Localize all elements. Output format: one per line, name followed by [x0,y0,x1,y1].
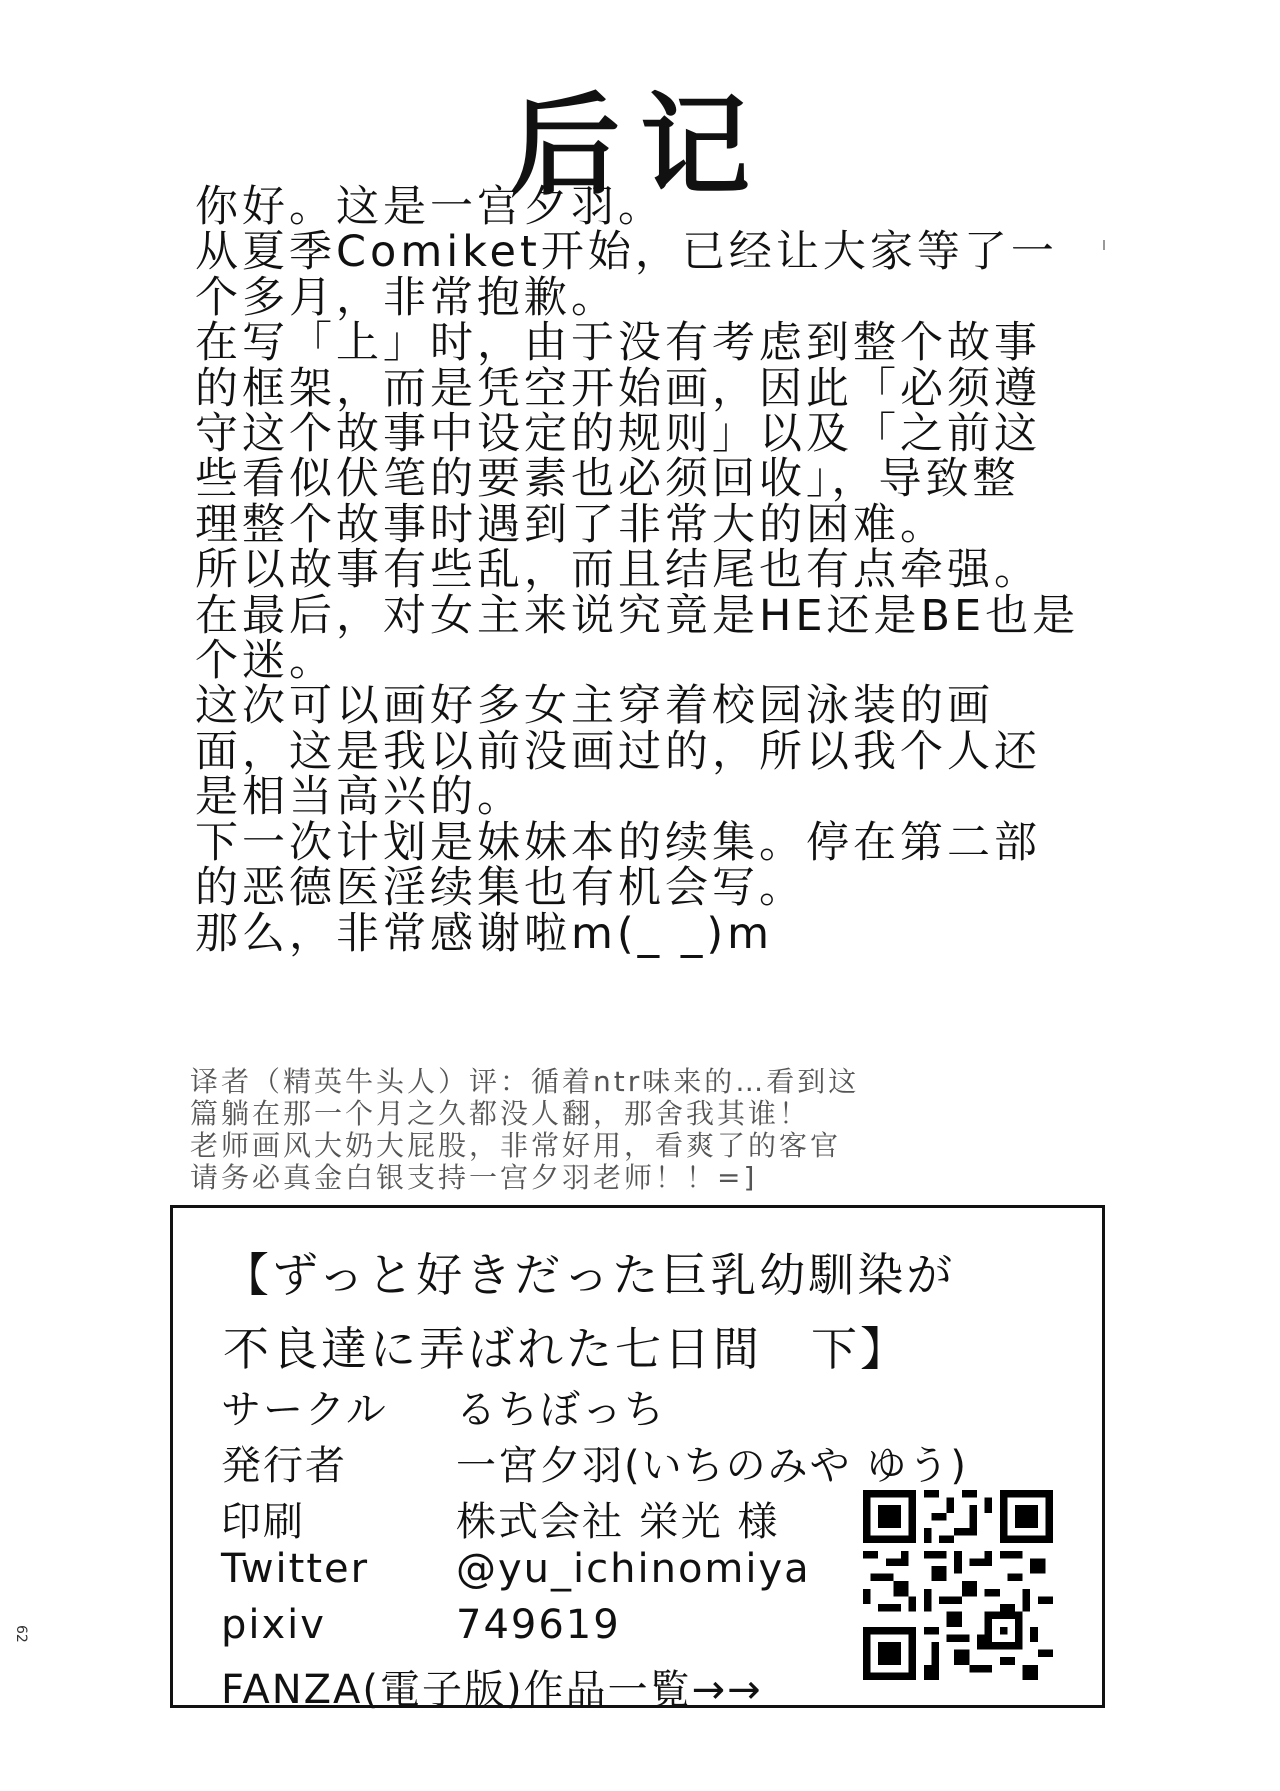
body-line: 的恶德医淫续集也有机会写。 [195,863,806,914]
translator-line: 请务必真金白银支持一宫夕羽老师！！=] [190,1161,758,1194]
body-line: 些看似伏笔的要素也必须回收」，导致整 [195,454,1020,505]
body-line: 在写「上」时，由于没有考虑到整个故事 [195,318,1041,369]
colophon-row-publisher [221,1434,968,1491]
translator-note [190,1066,1090,1194]
translator-line: 译者（精英牛头人）评：循着ntr味来的…看到这 [190,1065,860,1098]
body-line: 下一次计划是妹妹本的续集。停在第二部 [195,817,1041,868]
body-line: 从夏季Comiket开始，已经让大家等了一 [195,227,1058,278]
qr-code-icon[interactable] [863,1490,1053,1680]
body-line: 个迷。 [195,636,336,687]
row-label: Twitter [221,1546,370,1592]
body-line: 那么，非常感谢啦m(_ _)m [195,908,773,959]
body-line: 这次可以画好多女主穿着校园泳装的画 [195,681,994,732]
row-value: @yu_ichinomiya [456,1546,811,1592]
row-label: 印刷 [221,1499,305,1545]
page-number-text: 62 [13,1625,29,1643]
page-number [13,1625,29,1646]
body-line: 理整个故事时遇到了非常大的困难。 [195,499,947,550]
colophon-row-twitter [221,1546,811,1592]
row-value: 749619 [456,1602,621,1648]
colophon-row-circle [221,1378,666,1435]
colophon-title-line: 【ずっと好きだった巨乳幼馴染が [223,1248,956,1302]
row-label: 発行者 [221,1443,347,1489]
colophon-title-line: 不良達に弄ばれた七日間 下】 [223,1322,909,1376]
colophon-title [223,1238,955,1386]
row-label: サークル [221,1387,388,1433]
afterword-body [195,182,1095,959]
body-line: 个多月，非常抱歉。 [195,272,618,323]
fanza-link-text: FANZA(電子版)作品一覧→→ [221,1667,763,1713]
colophon-row-pixiv [221,1602,621,1648]
row-value: 一宮夕羽(いちのみや ゆう) [456,1443,968,1489]
page-title: 后记 [510,82,770,210]
colophon-box [170,1205,1105,1713]
colophon-row-printer [221,1490,779,1547]
translator-line: 老师画风大奶大屁股，非常好用，看爽了的客官 [190,1129,842,1162]
margin-mark [1103,240,1105,250]
body-line: 的框架，而是凭空开始画，因此「必须遵 [195,363,1041,414]
row-label: pixiv [221,1602,326,1648]
row-value: るちぼっち [456,1387,666,1433]
row-value: 株式会社 栄光 様 [456,1499,780,1545]
translator-line: 篇躺在那一个月之久都没人翻，那舍我其谁！ [190,1097,811,1130]
body-line: 在最后，对女主来说究竟是HE还是BE也是 [195,590,1080,641]
body-line: 守这个故事中设定的规则」以及「之前这 [195,409,1041,460]
body-line: 所以故事有些乱，而且结尾也有点牵强。 [195,545,1041,596]
body-line: 面，这是我以前没画过的，所以我个人还 [195,726,1041,777]
body-line: 是相当高兴的。 [195,772,524,823]
body-line: 你好。这是一宫夕羽。 [195,182,665,232]
